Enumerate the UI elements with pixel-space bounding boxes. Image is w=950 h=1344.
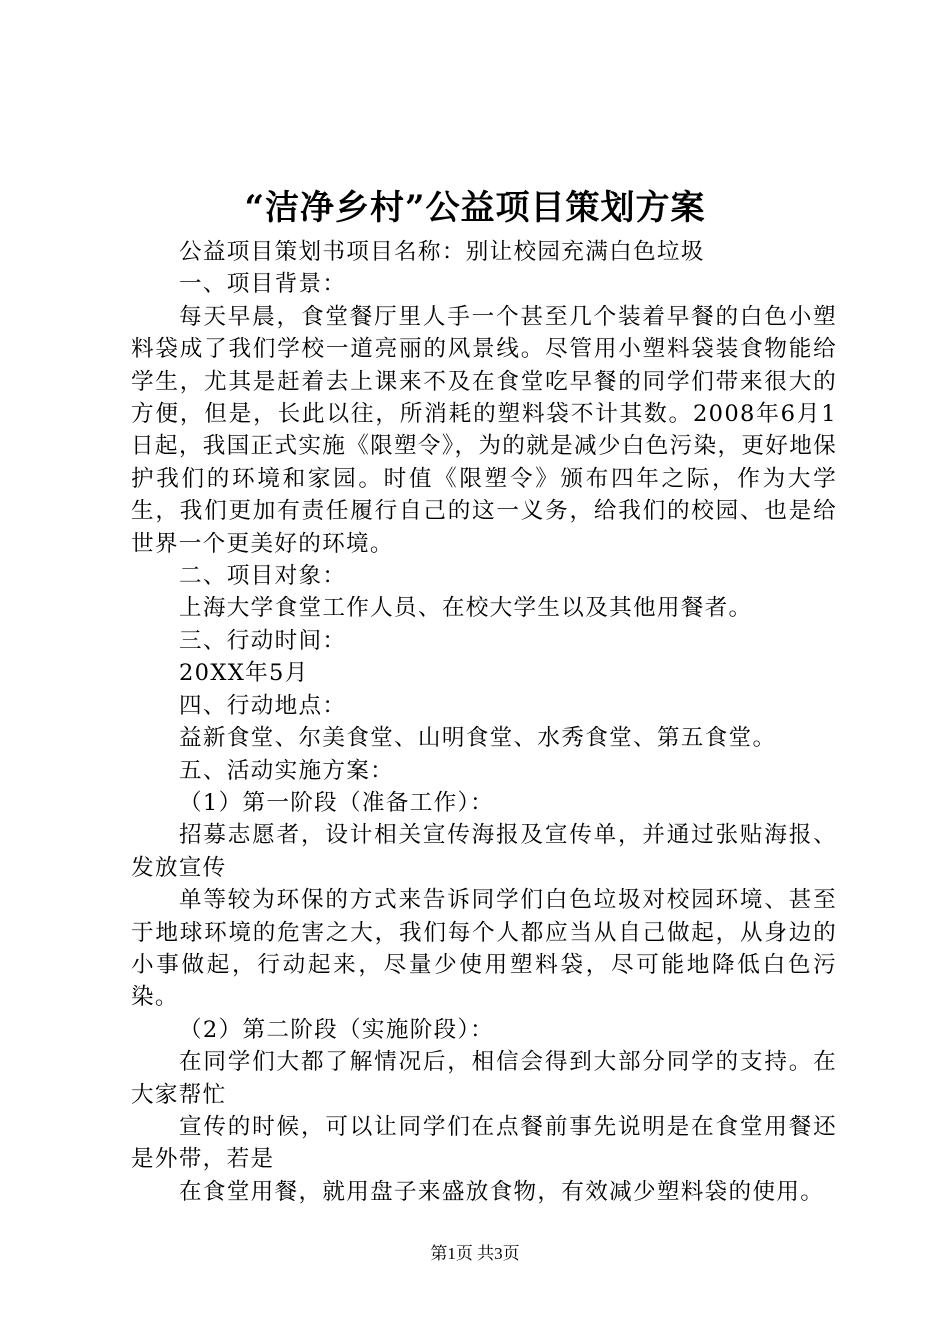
stage-two-heading: （2）第二阶段（实施阶段）： — [179, 1016, 494, 1043]
section-heading-time: 三、行动时间： — [179, 627, 347, 654]
document-body — [131, 236, 837, 1208]
section-heading-background: 一、项目背景： — [179, 271, 347, 298]
target-paragraph: 上海大学食堂工作人员、在校大学生以及其他用餐者。 — [179, 595, 753, 622]
stage-one-paragraph-2: 单等较为环保的方式来告诉同学们白色垃圾对校园环境、甚至于地球环境的危害之大，我们每个人都应当从自己做起，从身边的小事做起，行动起来，尽量少使用塑料袋，尽可能地降低白色污染。 — [131, 887, 837, 1011]
section-heading-plan: 五、活动实施方案： — [179, 757, 395, 784]
page-number-footer: 第1页 共3页 — [430, 1244, 520, 1263]
stage-one-heading: （1）第一阶段（准备工作）： — [179, 789, 494, 816]
stage-two-paragraph-2: 宣传的时候，可以让同学们在点餐前事先说明是在食堂用餐还是外带，若是 — [131, 1113, 837, 1173]
stage-two-paragraph-1: 在同学们大都了解情况后，相信会得到大部分同学的支持。在大家帮忙 — [131, 1049, 837, 1108]
stage-one-paragraph-1: 招募志愿者，设计相关宣传海报及宣传单，并通过张贴海报、发放宣传 — [131, 822, 837, 881]
document-title: “洁净乡村”公益项目策划方案 — [244, 188, 706, 228]
background-paragraph: 每天早晨，食堂餐厅里人手一个甚至几个装着早餐的白色小塑料袋成了我们学校一道亮丽的风景线。尽管用小塑料袋装食物能给学生，尤其是赶着去上课来不及在食堂吃早餐的同学们带来很大的方便，但是，长此以往，所消耗的塑料袋不计其数。2008年6月1日起，我国正式实施《限塑令》，为的就是减少白色污染，更好地保护我们的环境和家园。时值《限塑令》颁布四年之际，作为大学生，我们更加有责任履行自己的这一义务，给我们的校园、也是给世界一个更美好的环境。 — [131, 303, 837, 557]
project-name-line: 公益项目策划书项目名称：别让校园充满白色垃圾 — [179, 239, 705, 265]
section-heading-location: 四、行动地点： — [179, 692, 347, 719]
time-paragraph: 20XX年5月 — [179, 660, 309, 687]
stage-two-paragraph-3: 在食堂用餐，就用盘子来盛放食物，有效减少塑料袋的使用。 — [179, 1178, 825, 1205]
location-paragraph: 益新食堂、尔美食堂、山明食堂、水秀食堂、第五食堂。 — [179, 725, 777, 752]
section-heading-target: 二、项目对象： — [179, 563, 347, 590]
